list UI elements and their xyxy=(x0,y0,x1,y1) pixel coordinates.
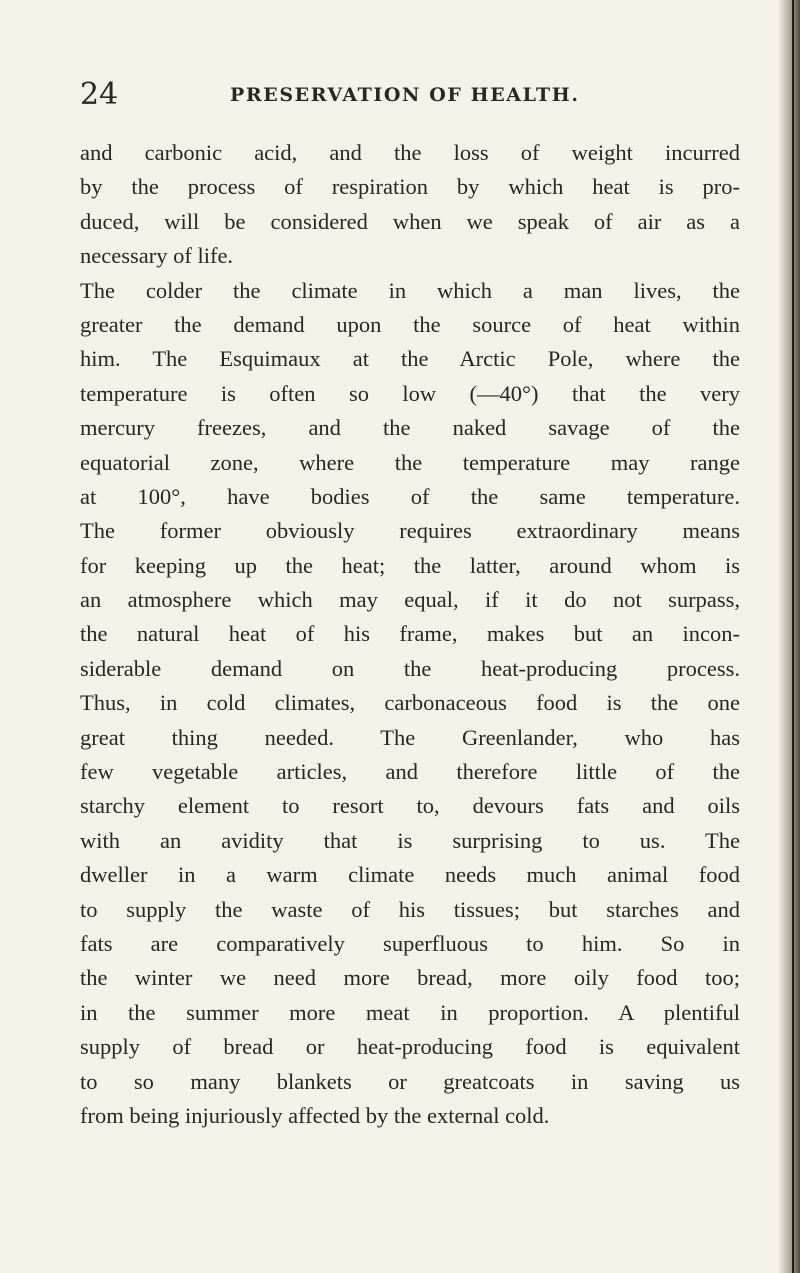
text-line: at 100°, have bodies of the same temperature. xyxy=(80,483,740,509)
text-line: necessary of life. xyxy=(80,243,234,269)
page-edge-line xyxy=(792,0,794,1273)
text-line: with an avidity that is surprising to us. The xyxy=(80,827,740,853)
text-line: him. The Esquimaux at the Arctic Pole, where the xyxy=(80,346,740,372)
page-edge-shadow xyxy=(778,0,800,1273)
text-line: temperature is often so low (—40°) that the very xyxy=(80,380,740,406)
text-line: the winter we need more bread, more oily food too; xyxy=(80,965,740,991)
body-text xyxy=(80,136,740,1133)
text-line: equatorial zone, where the temperature may range xyxy=(80,449,740,475)
text-line: dweller in a warm climate needs much animal food xyxy=(80,862,740,888)
text-line: to supply the waste of his tissues; but starches and xyxy=(80,896,740,922)
text-line: mercury freezes, and the naked savage of the xyxy=(80,415,740,441)
text-line: few vegetable articles, and therefore little of the xyxy=(80,759,740,785)
running-head: PRESERVATION OF HEALTH. xyxy=(230,84,580,106)
page-number: 24 xyxy=(80,77,119,112)
text-line: greater the demand upon the source of heat within xyxy=(80,311,740,337)
text-line: duced, will be considered when we speak of air as a xyxy=(80,208,740,234)
text-line: from being injuriously affected by the external cold. xyxy=(80,1102,550,1128)
text-line: Thus, in cold climates, carbonaceous food is the one xyxy=(80,690,740,716)
text-line: an atmosphere which may equal, if it do not surpass, xyxy=(80,587,740,613)
text-line: starchy element to resort to, devours fats and oils xyxy=(80,793,740,819)
text-line: siderable demand on the heat-producing process. xyxy=(80,655,740,681)
text-line: supply of bread or heat-producing food is equivalent xyxy=(80,1034,740,1060)
text-line: for keeping up the heat; the latter, around whom is xyxy=(80,552,740,578)
text-line: great thing needed. The Greenlander, who has xyxy=(80,724,740,750)
text-line: The colder the climate in which a man lives, the xyxy=(80,277,740,303)
text-line: fats are comparatively superfluous to him. So in xyxy=(80,930,740,956)
text-line: to so many blankets or greatcoats in saving us xyxy=(80,1068,740,1094)
text-line: and carbonic acid, and the loss of weight incurred xyxy=(80,140,740,165)
text-line: by the process of respiration by which heat is pro- xyxy=(80,174,740,200)
text-line: the natural heat of his frame, makes but an incon- xyxy=(80,621,740,647)
page-header xyxy=(80,78,740,112)
text-line: The former obviously requires extraordinary means xyxy=(80,518,740,544)
text-line: in the summer more meat in proportion. A plentiful xyxy=(80,999,740,1025)
